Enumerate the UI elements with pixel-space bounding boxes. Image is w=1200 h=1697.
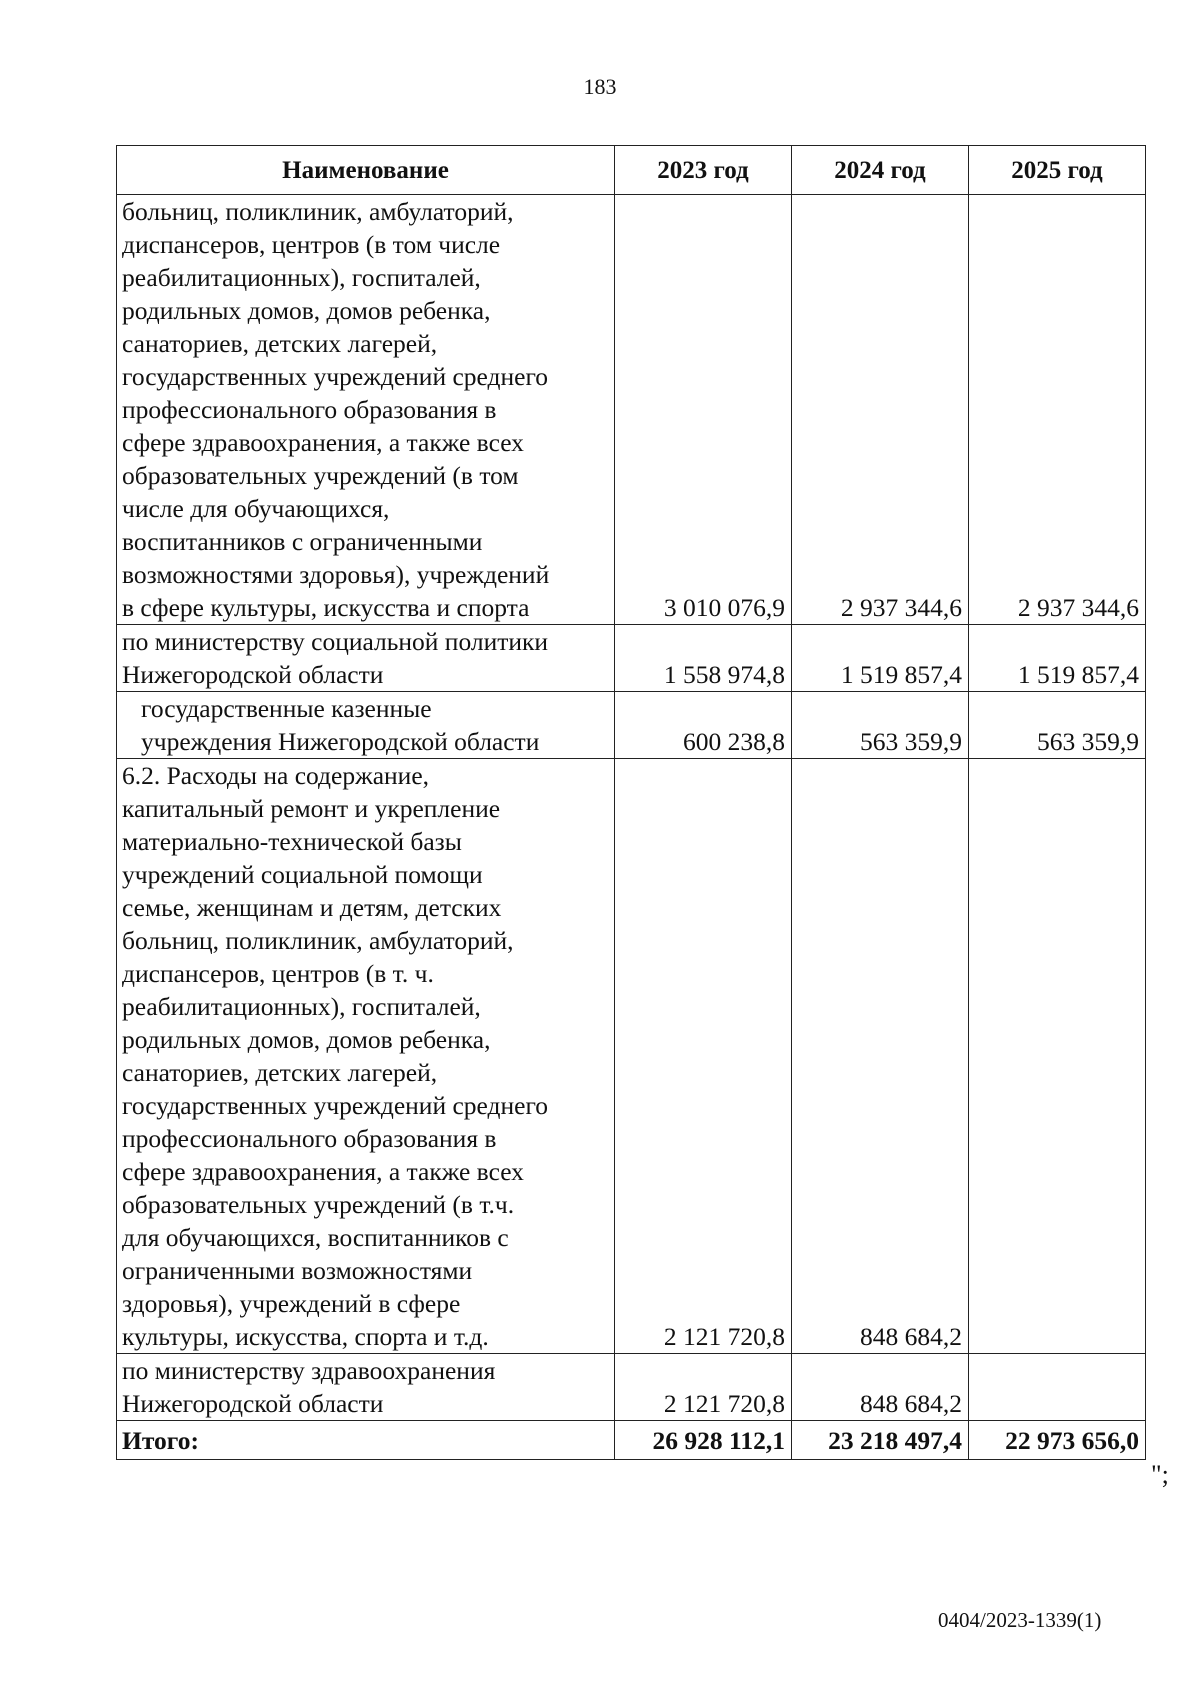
row-value-2025: 563 359,9	[969, 692, 1146, 759]
header-2025: 2025 год	[969, 146, 1146, 195]
total-row	[117, 1421, 1146, 1460]
row-value-2023: 2 121 720,8	[615, 1354, 792, 1421]
page-number: 183	[583, 74, 617, 99]
total-value-2023: 26 928 112,1	[615, 1421, 792, 1460]
closing-quote-mark: ";	[1151, 1460, 1169, 1489]
table-row	[117, 1354, 1146, 1421]
table-row	[117, 195, 1146, 625]
total-label: Итого:	[117, 1421, 615, 1460]
row-name-cell: больниц, поликлиник, амбулаторий, диспансеров, центров (в том числе реабилитационных), госпиталей, родильных домов, домов ребенка, санаториев, детских лагерей, государственных учреждений среднего профессионального образования в сфере здравоохранения, а также всех образовательных учреждений (в том числе для обучающихся, воспитанников с ограниченными возможностями здоровья), учреждений в сфере культуры, искусства и спорта	[117, 195, 615, 625]
row-name-cell: по министерству здравоохранения Нижегородской области	[117, 1354, 615, 1421]
table-row	[117, 759, 1146, 1354]
row-name-cell: государственные казенные учреждения Нижегородской области	[117, 692, 615, 759]
total-value-2024: 23 218 497,4	[792, 1421, 969, 1460]
table-row	[117, 692, 1146, 759]
row-value-2024: 563 359,9	[792, 692, 969, 759]
row-value-2024: 2 937 344,6	[792, 195, 969, 625]
header-name: Наименование	[117, 146, 615, 195]
row-name-cell: по министерству социальной политики Нижегородской области	[117, 625, 615, 692]
table-row	[117, 625, 1146, 692]
row-value-2023: 600 238,8	[615, 692, 792, 759]
table-header-row	[117, 146, 1146, 195]
row-value-2025	[969, 1354, 1146, 1421]
document-code: 0404/2023-1339(1)	[938, 1608, 1102, 1632]
header-2024: 2024 год	[792, 146, 969, 195]
row-value-2023: 1 558 974,8	[615, 625, 792, 692]
row-value-2023: 3 010 076,9	[615, 195, 792, 625]
header-2023: 2023 год	[615, 146, 792, 195]
row-value-2025	[969, 759, 1146, 1354]
total-value-2025: 22 973 656,0	[969, 1421, 1146, 1460]
row-name-cell: 6.2. Расходы на содержание, капитальный ремонт и укрепление материально-технической базы учреждений социальной помощи семье, женщинам и детям, детских больниц, поликлиник, амбулаторий, диспансеров, центров (в т. ч. реабилитационных), госпиталей, родильных домов, домов ребенка, санаториев, детских лагерей, государственных учреждений среднего профессионального образования в сфере здравоохранения, а также всех образовательных учреждений (в т.ч. для обучающихся, воспитанников с ограниченными возможностями здоровья), учреждений в сфере культуры, искусства, спорта и т.д.	[117, 759, 615, 1354]
row-value-2024: 848 684,2	[792, 759, 969, 1354]
row-value-2025: 2 937 344,6	[969, 195, 1146, 625]
row-value-2025: 1 519 857,4	[969, 625, 1146, 692]
row-value-2024: 1 519 857,4	[792, 625, 969, 692]
row-value-2023: 2 121 720,8	[615, 759, 792, 1354]
budget-table	[116, 145, 1146, 1460]
row-value-2024: 848 684,2	[792, 1354, 969, 1421]
